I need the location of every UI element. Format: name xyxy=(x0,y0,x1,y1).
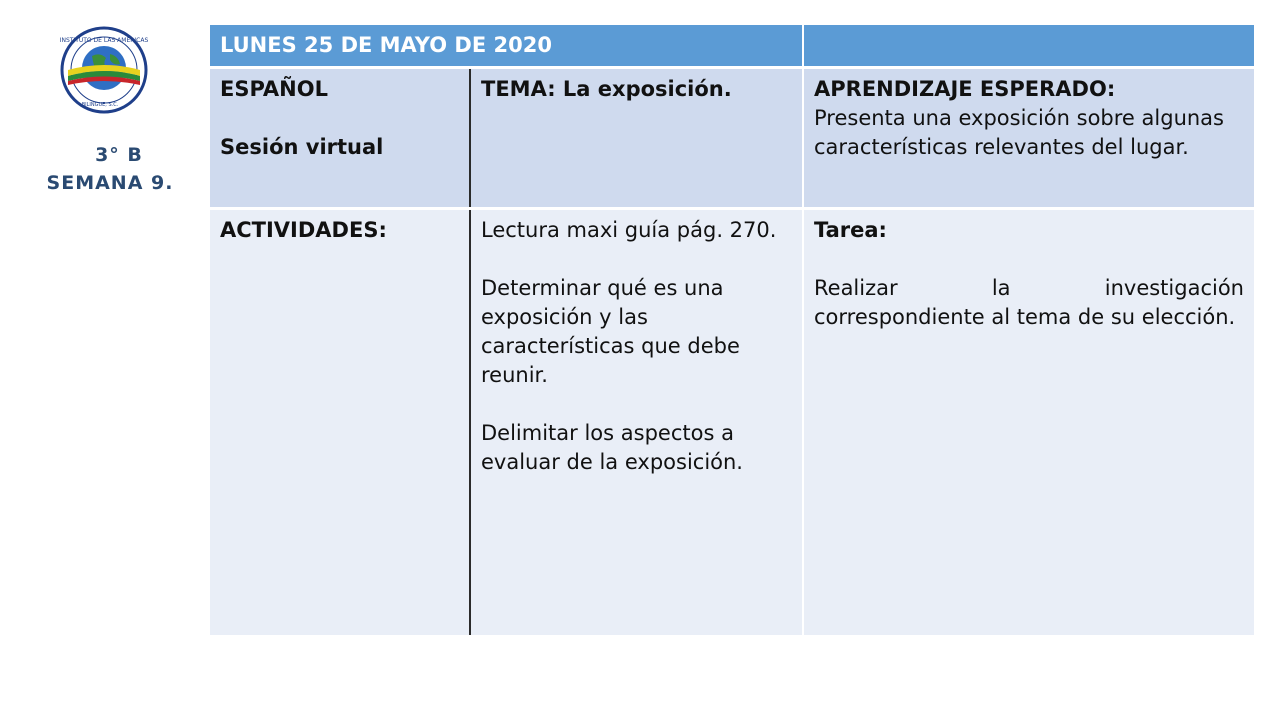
activities-label-cell xyxy=(210,209,470,636)
week-label: SEMANA 9. xyxy=(46,172,174,194)
activity-item: Determinar qué es una exposición y las características que debe reunir. xyxy=(481,276,740,387)
activities-row xyxy=(210,209,1254,636)
subject-label: ESPAÑOL xyxy=(220,77,328,101)
session-label: Sesión virtual xyxy=(220,135,384,159)
activities-label: ACTIVIDADES: xyxy=(220,218,387,242)
date-cell: LUNES 25 DE MAYO DE 2020 xyxy=(210,25,803,68)
homework-title: Tarea: xyxy=(814,218,887,242)
header-row xyxy=(210,25,1254,68)
expected-learning-cell xyxy=(803,68,1254,209)
subject-cell xyxy=(210,68,470,209)
logo-bottom-text: BILINGUE, S.C. xyxy=(81,102,119,108)
class-info xyxy=(30,142,190,198)
topic-label: TEMA: La exposición. xyxy=(481,77,732,101)
topic-cell xyxy=(470,68,803,209)
expected-learning-text: Presenta una exposición sobre algunas características relevantes del lugar. xyxy=(814,106,1224,159)
logo-top-text: INSTITUTO DE LAS AMERICAS xyxy=(60,37,148,44)
activities-list-cell xyxy=(470,209,803,636)
header-empty-cell xyxy=(803,25,1254,68)
homework-text: Realizar la investigación correspondiente al tema de su elección. xyxy=(814,276,1244,329)
lesson-plan-table xyxy=(210,25,1254,635)
activity-item: Lectura maxi guía pág. 270. xyxy=(481,218,777,242)
activity-item: Delimitar los aspectos a evaluar de la exposición. xyxy=(481,421,743,474)
homework-cell xyxy=(803,209,1254,636)
subject-row xyxy=(210,68,1254,209)
grade-label: 3° B xyxy=(95,144,143,166)
school-logo xyxy=(60,26,148,114)
expected-learning-title: APRENDIZAJE ESPERADO: xyxy=(814,77,1116,101)
